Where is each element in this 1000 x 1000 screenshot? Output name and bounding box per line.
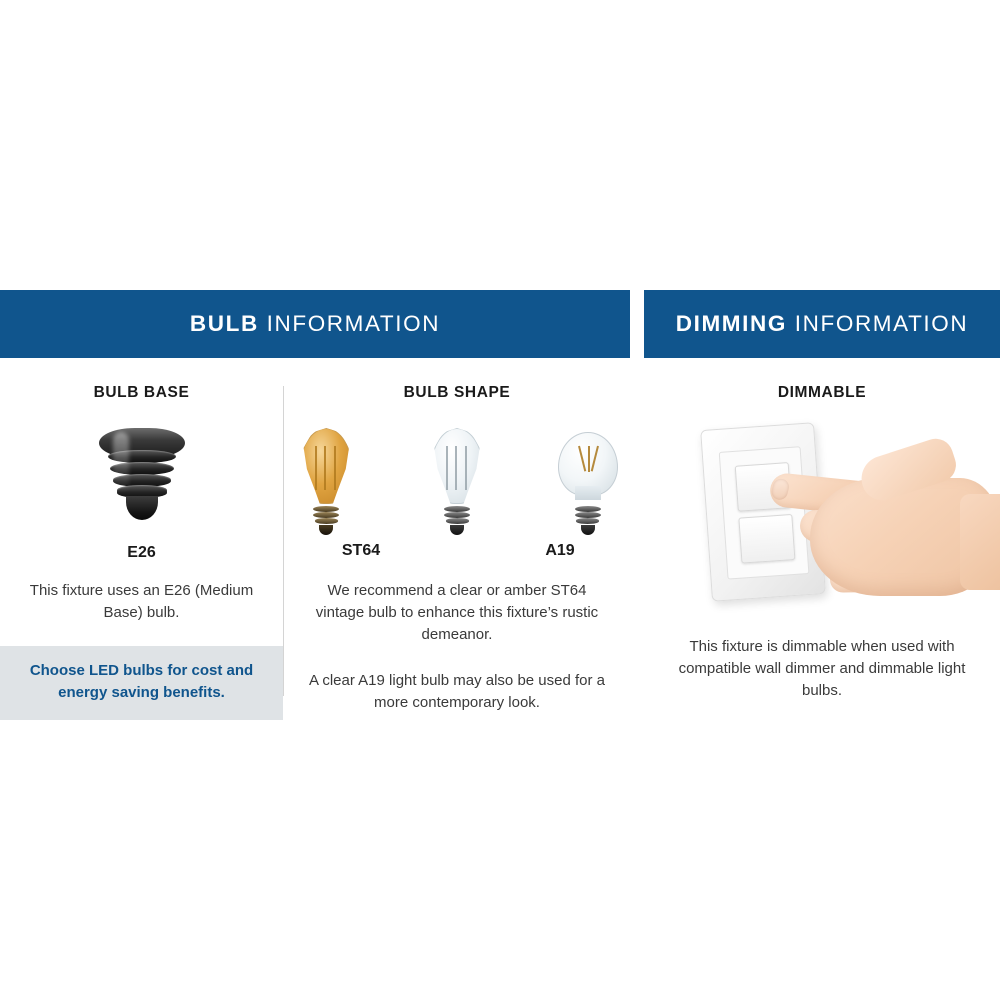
bulb-base-description: This fixture uses an E26 (Medium Base) bulb. [29,582,254,621]
dimming-information-title-light: INFORMATION [786,311,969,336]
bulb-shape-icons [284,412,630,536]
clear-a19-bulb-icon [545,420,630,536]
amber-st64-bulb-icon [284,420,369,536]
bulb-shape-description-primary: We recommend a clear or amber ST64 vintage bulb to enhance this fixture’s rustic demeanor. [315,582,599,643]
bulb-shape-label-a19: A19 [545,542,575,559]
dimming-information-header [644,290,1000,358]
bulb-information-title-light: INFORMATION [258,311,441,336]
dimming-information-panel [644,290,1000,702]
led-savings-note: Choose LED bulbs for cost and energy saving benefits. [0,646,283,720]
bulb-shape-title: BULB SHAPE [403,384,511,401]
bulb-base-name: E26 [127,544,156,561]
bulb-base-column [0,358,283,720]
panels-container [0,290,1000,720]
bulb-information-title-bold: BULB [189,311,259,336]
dimming-information-title-bold: DIMMING [675,311,787,336]
bulb-base-title: BULB BASE [93,384,190,401]
hand-pressing-wall-dimmer-icon [644,414,1000,614]
hand-illustration [764,442,994,610]
bulb-and-dimming-infographic [0,290,1000,720]
bulb-shape-column [284,358,630,720]
bulb-information-panel [0,290,630,720]
lamp-socket-icon [0,416,283,536]
bulb-shape-label-st64: ST64 [341,542,381,559]
bulb-information-title [190,311,440,337]
bulb-shape-description-secondary: A clear A19 light bulb may also be used for a more contemporary look. [308,672,605,711]
bulb-shape-labels [284,542,630,560]
dimmable-description: This fixture is dimmable when used with compatible wall dimmer and dimmable light bulbs. [678,638,966,699]
bulb-information-body [0,358,630,720]
dimmable-title: DIMMABLE [777,384,867,401]
clear-st64-bulb-icon [415,420,500,536]
bulb-information-header [0,290,630,358]
dimming-information-title [676,311,968,337]
